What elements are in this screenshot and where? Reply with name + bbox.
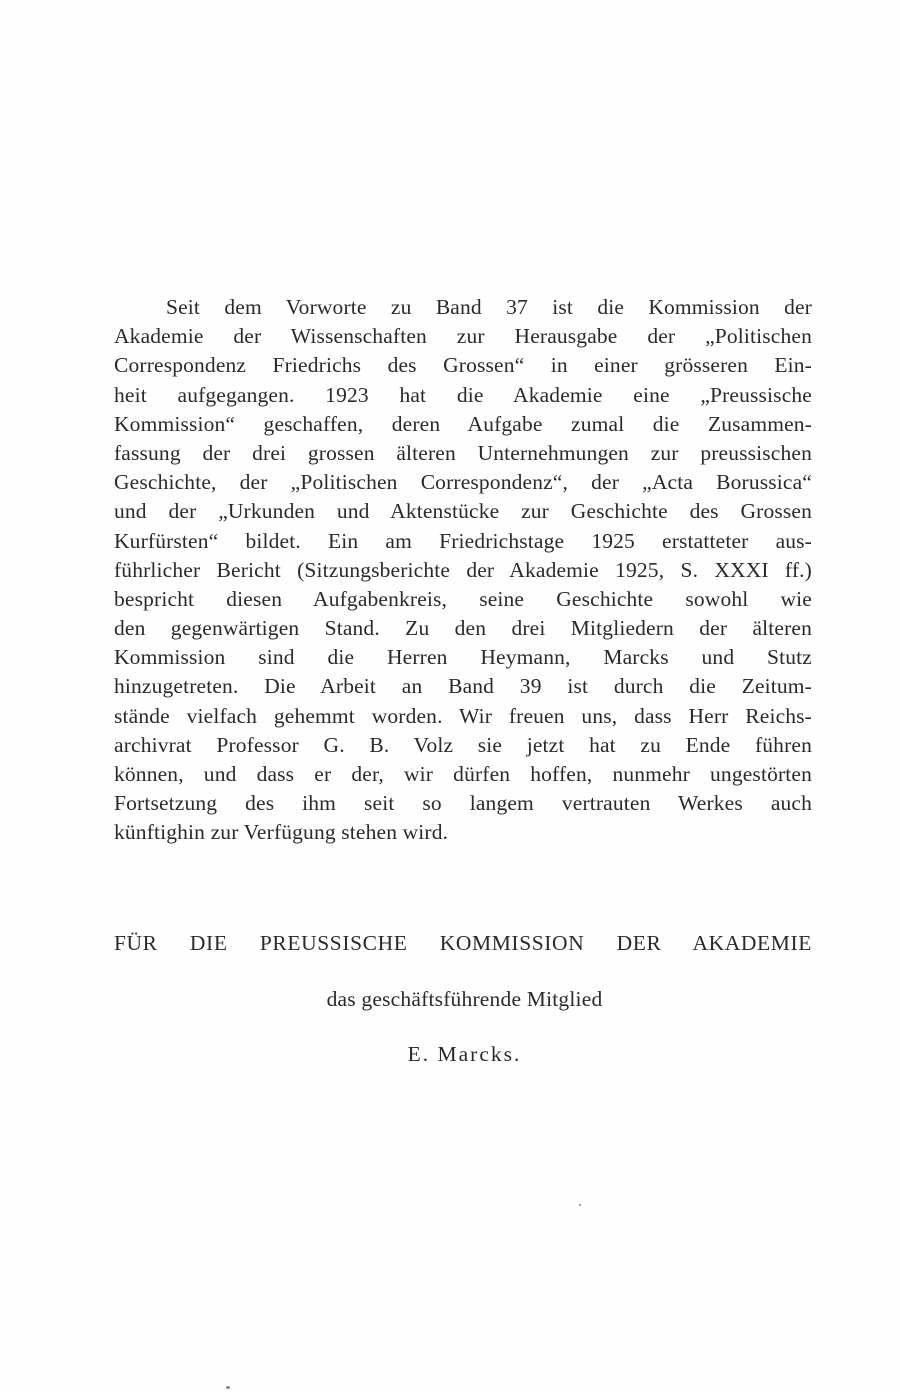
preface-line: stände vielfach gehemmt worden. Wir freuen uns, dass Herr Reichs- <box>114 703 812 728</box>
preface-line: archivrat Professor G. B. Volz sie jetzt hat zu Ende führen <box>114 732 812 757</box>
preface-line: Geschichte, der „Politischen Correspondenz“, der „Acta Borussica“ <box>114 470 812 495</box>
preface-line: Seit dem Vorworte zu Band 37 ist die Kommission der <box>166 295 812 319</box>
preface-line: Fortsetzung des ihm seit so langem vertrauten Werkes auch <box>114 791 812 816</box>
preface-line: Kommission sind die Herren Heymann, Marcks und Stutz <box>114 645 812 670</box>
paper-speck <box>226 1386 230 1389</box>
signature-heading: FÜR DIE PREUSSISCHE KOMMISSION DER AKADEMIE <box>114 931 812 955</box>
preface-line: den gegenwärtigen Stand. Zu den drei Mitgliedern der älteren <box>114 616 812 641</box>
paper-speck <box>579 1204 581 1206</box>
preface-line: bespricht diesen Aufgabenkreis, seine Geschichte sowohl wie <box>114 586 812 611</box>
preface-line: heit aufgegangen. 1923 hat die Akademie eine „Preussische <box>114 382 812 407</box>
preface-line: und der „Urkunden und Aktenstücke zur Geschichte des Grossen <box>114 499 812 524</box>
preface-line: fassung der drei grossen älteren Unternehmungen zur preussischen <box>114 440 812 465</box>
preface-line: Akademie der Wissenschaften zur Herausgabe der „Politischen <box>114 324 812 349</box>
signature-name: E. Marcks. <box>407 1042 522 1066</box>
preface-line: führlicher Bericht (Sitzungsberichte der Akademie 1925, S. XXXI ff.) <box>114 557 812 582</box>
preface-line: können, und dass er der, wir dürfen hoffen, nunmehr ungestörten <box>114 762 812 786</box>
preface-line: künftighin zur Verfügung stehen wird. <box>114 820 449 845</box>
signature-role: das geschäftsführende Mitglied <box>326 987 603 1011</box>
preface-line: hinzugetreten. Die Arbeit an Band 39 ist durch die Zeitum- <box>114 674 812 699</box>
preface-paragraph <box>114 293 812 848</box>
preface-line: Kurfürsten“ bildet. Ein am Friedrichstage 1925 erstatteter aus- <box>114 528 812 553</box>
preface-line: Kommission“ geschaffen, deren Aufgabe zumal die Zusammen- <box>114 411 812 436</box>
preface-line: Correspondenz Friedrichs des Grossen“ in einer grösseren Ein- <box>114 353 812 378</box>
